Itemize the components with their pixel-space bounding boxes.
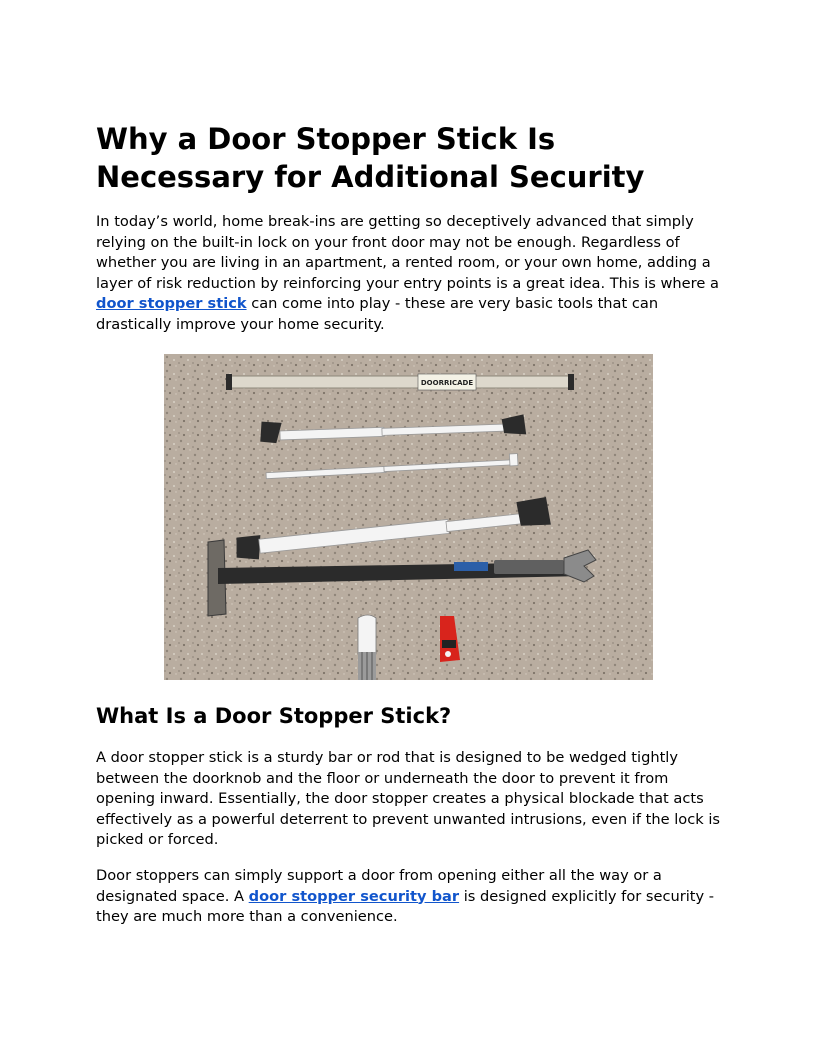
door-stopper-stick-link[interactable]: door stopper stick [96, 295, 247, 312]
security-bar-paragraph [96, 866, 724, 928]
door-stoppers-photo [164, 354, 653, 680]
page-title: Why a Door Stopper Stick Is Necessary for Additional Security [96, 122, 645, 194]
doorricade-label: DOORRICADE [420, 379, 474, 387]
intro-text-end: can come into play - these are very basic tools that can drastically improve your home security. [96, 295, 659, 333]
white-door-alarm [358, 615, 376, 680]
intro-paragraph [96, 212, 724, 335]
definition-paragraph: A door stopper stick is a sturdy bar or rod that is designed to be wedged tightly between the doorknob and the floor or underneath the door to prevent it from opening inward. Essentially, the door stopper creates a physical blockade that acts effectively as a powerful deterrent to prevent unwanted intrusions, even if the lock is picked or forced. [96, 749, 720, 848]
section-heading: What Is a Door Stopper Stick? [96, 704, 452, 728]
intro-text-start: In today’s world, home break-ins are getting so deceptively advanced that simply relying on the built-in lock on your front door may not be enough. Regardless of whether you are living in an apartment, a rented room, or your own home, adding a layer of risk reduction by reinforcing your entry points is a great idea. This is where a [96, 213, 719, 292]
terrazzo-floor [164, 354, 653, 680]
security-text-start: Door stoppers can simply support a door from opening either all the way or a designated space. A [96, 867, 662, 905]
door-stopper-security-bar-link[interactable]: door stopper security bar [248, 887, 460, 905]
doorricade-bar [226, 374, 574, 390]
security-text-end: is designed explicitly for security - they are much more than a convenience. [96, 887, 715, 925]
